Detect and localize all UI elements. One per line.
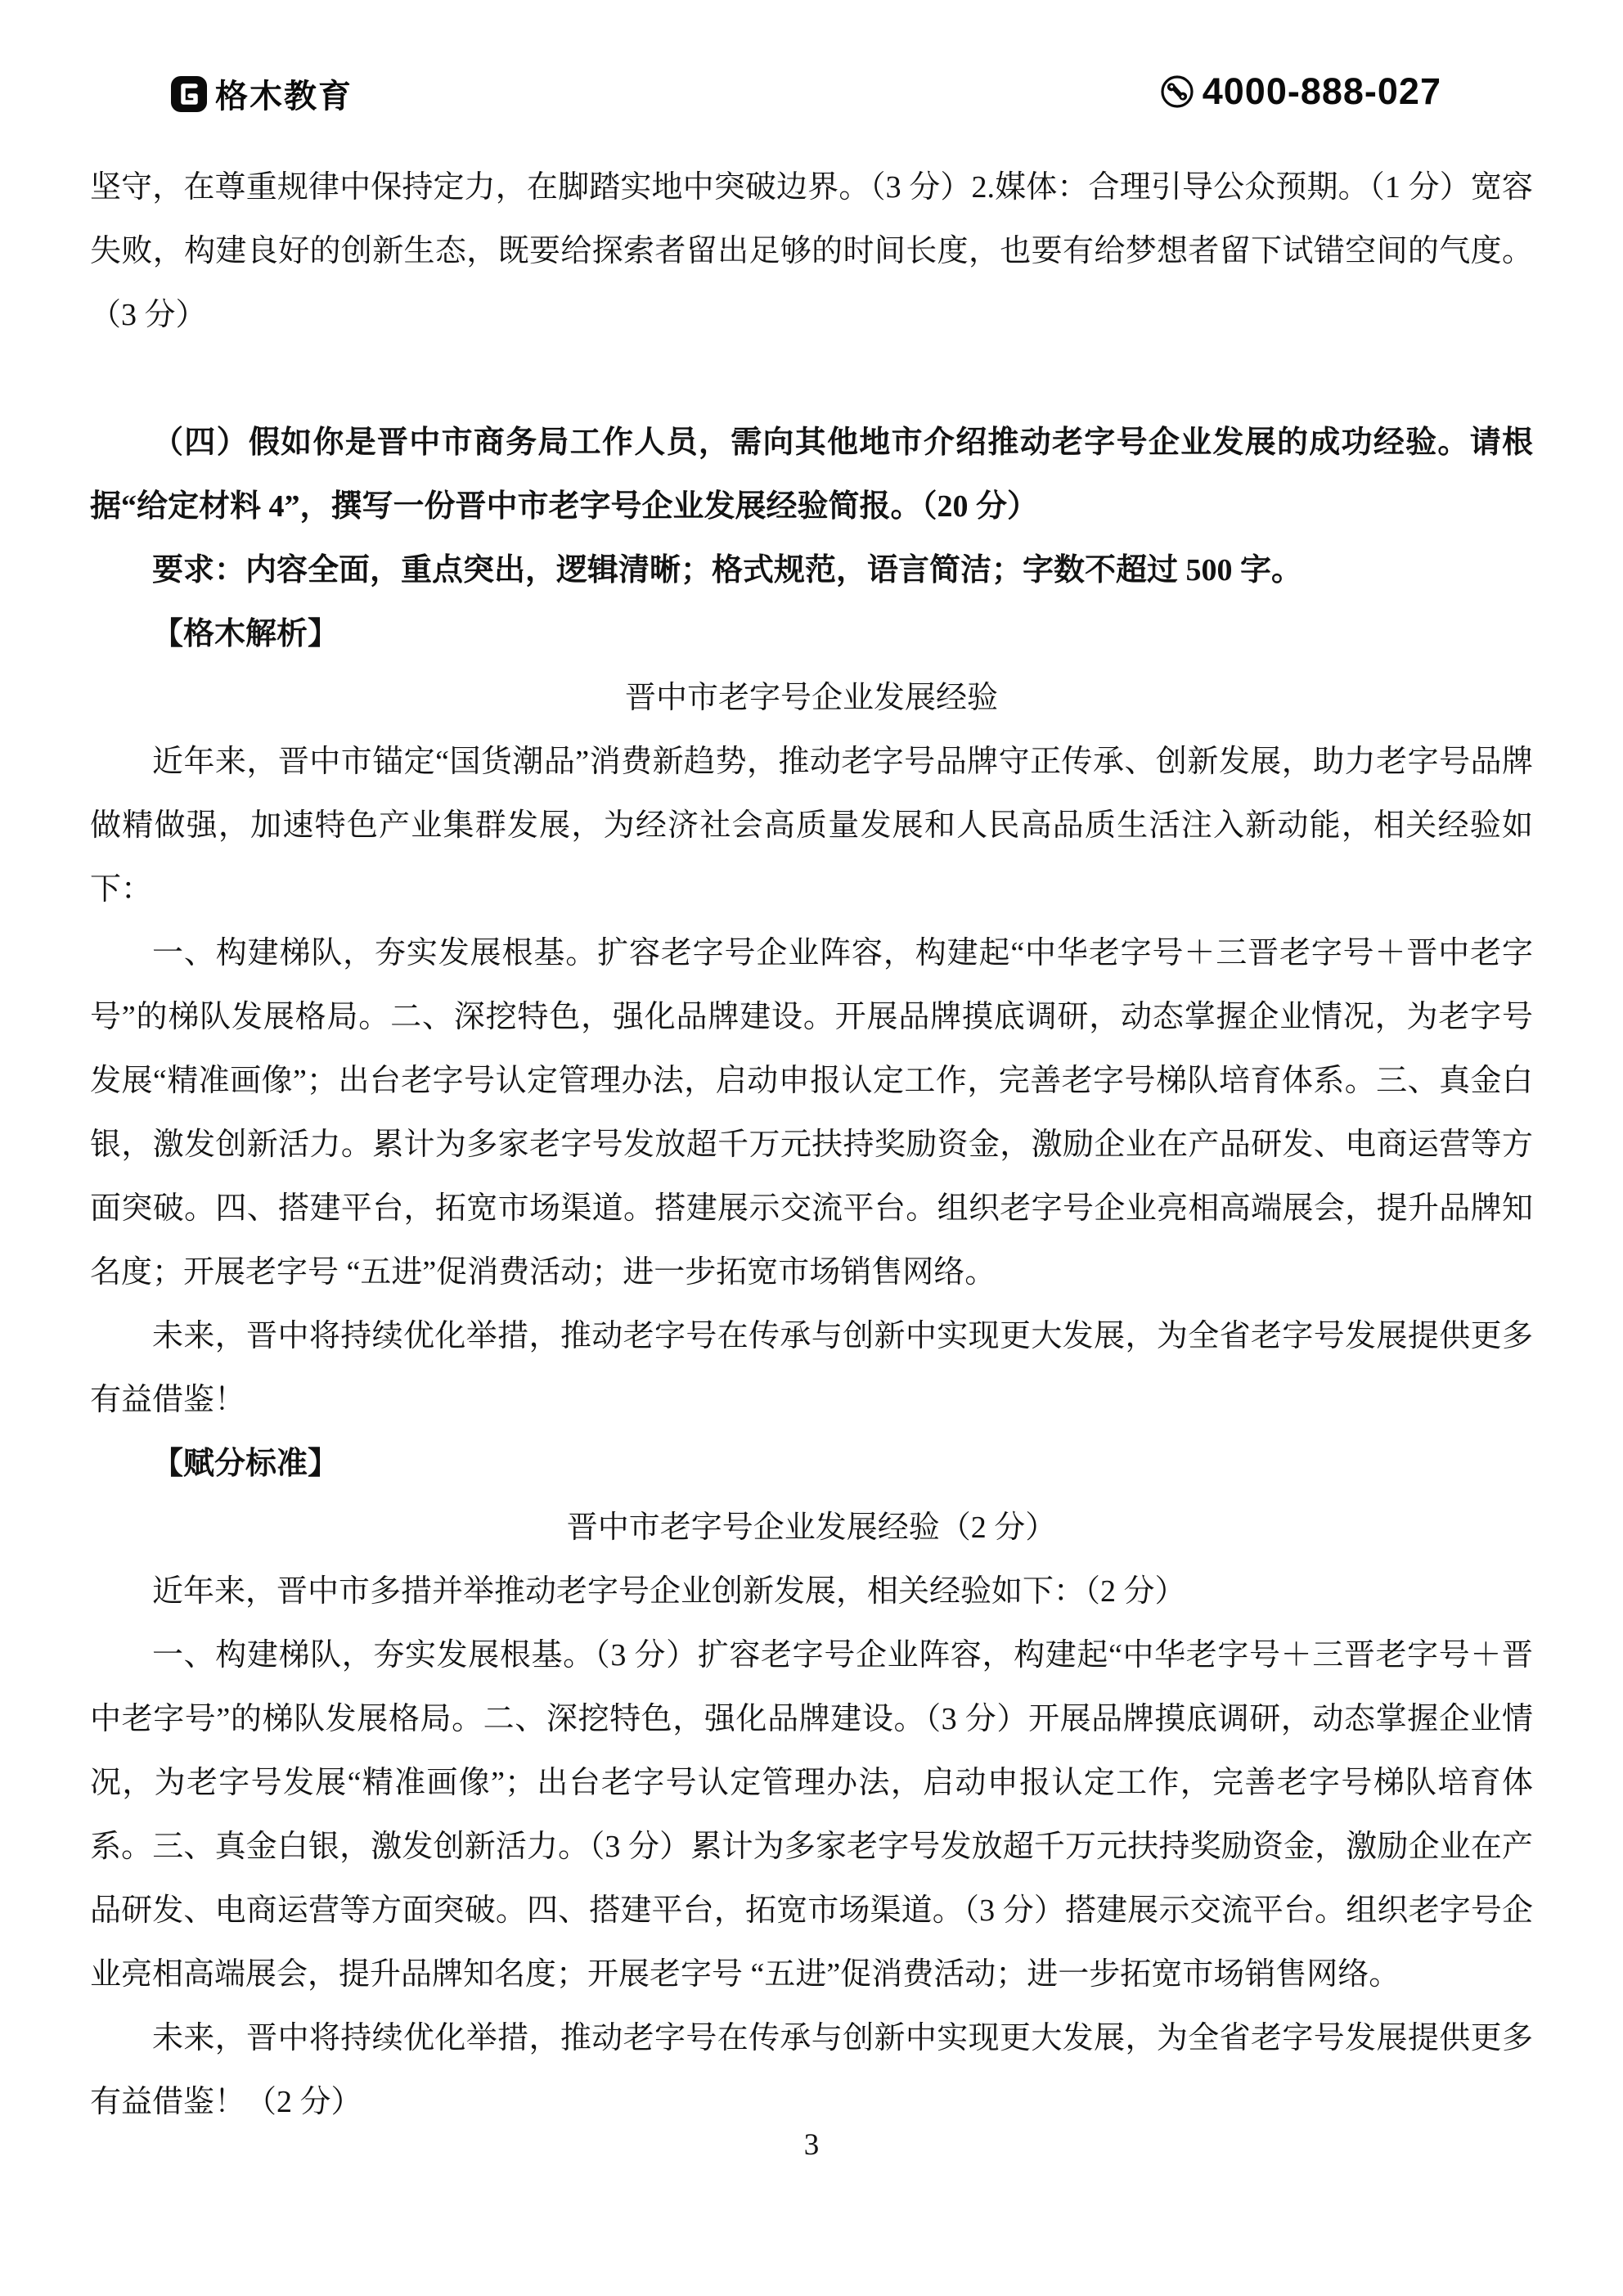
scoring-paragraph-measures: 一、构建梯队，夯实发展根基。（3 分）扩容老字号企业阵容，构建起“中华老字号＋三晋老字号＋晋中老字号”的梯队发展格局。二、深挖特色，强化品牌建设。（3 分）开展品牌摸底调研，动态掌握企业情况，为老字号发展“精准画像”；出台老字号认定管理办法，启动申报认定工作，完善老字号梯队培育体系。三、真金白银，激发创新活力。（3 分）累计为多家老字号发放超千万元扶持奖励资金，激励企业在产品研发、电商运营等方面突破。四、搭建平台，拓宽市场渠道。（3 分）搭建展示交流平台。组织老字号企业亮相高端展会，提升品牌知名度；开展老字号 “五进”促消费活动；进一步拓宽市场销售网络。 bbox=[90, 1638, 1533, 1992]
contact-phone bbox=[1160, 70, 1441, 113]
phone-icon bbox=[1160, 74, 1194, 109]
gemu-logo-icon bbox=[170, 75, 208, 113]
analysis-paragraph-intro: 近年来，晋中市锚定“国货潮品”消费新趋势，推动老字号品牌守正传承、创新发展，助力老字号品牌做精做强，加速特色产业集群发展，为经济社会高质量发展和人民高品质生活注入新动能，相关经验如下： bbox=[90, 745, 1533, 907]
scoring-section-label: 【赋分标准】 bbox=[152, 1447, 339, 1481]
scoring-paragraph-intro: 近年来，晋中市多措并举推动老字号企业创新发展，相关经验如下：（2 分） bbox=[152, 1574, 1186, 1609]
page-number: 3 bbox=[803, 2128, 820, 2162]
brand bbox=[170, 70, 353, 117]
analysis-paragraph-measures: 一、构建梯队，夯实发展根基。扩容老字号企业阵容，构建起“中华老字号＋三晋老字号＋晋中老字号”的梯队发展格局。二、深挖特色，强化品牌建设。开展品牌摸底调研，动态掌握企业情况，为老字号发展“精准画像”；出台老字号认定管理办法，启动申报认定工作，完善老字号梯队培育体系。三、真金白银，激发创新活力。累计为多家老字号发放超千万元扶持奖励资金，激励企业在产品研发、电商运营等方面突破。四、搭建平台，拓宽市场渠道。搭建展示交流平台。组织老字号企业亮相高端展会，提升品牌知名度；开展老字号 “五进”促消费活动；进一步拓宽市场销售网络。 bbox=[90, 936, 1533, 1290]
question-4-heading: （四）假如你是晋中市商务局工作人员，需向其他地市介绍推动老字号企业发展的成功经验。请根据“给定材料 4”，撰写一份晋中市老字号企业发展经验简报。（20 分） bbox=[90, 425, 1533, 524]
document-body bbox=[90, 155, 1533, 2134]
analysis-paragraph-outlook: 未来，晋中将持续优化举措，推动老字号在传承与创新中实现更大发展，为全省老字号发展提供更多有益借鉴！ bbox=[90, 1319, 1533, 1417]
analysis-briefing-title: 晋中市老字号企业发展经验 bbox=[624, 681, 998, 715]
question-4-requirements: 要求：内容全面，重点突出，逻辑清晰；格式规范，语言简洁；字数不超过 500 字。 bbox=[152, 553, 1303, 588]
analysis-section-label: 【格木解析】 bbox=[152, 617, 339, 651]
scoring-paragraph-outlook: 未来，晋中将持续优化举措，推动老字号在传承与创新中实现更大发展，为全省老字号发展提供更多有益借鉴！（2 分） bbox=[90, 2021, 1533, 2119]
phone-number: 4000-888-027 bbox=[1202, 70, 1441, 112]
scoring-briefing-title: 晋中市老字号企业发展经验（2 分） bbox=[566, 1510, 1057, 1545]
paragraph-continuation: 坚守，在尊重规律中保持定力，在脚踏实地中突破边界。（3 分）2.媒体：合理引导公众预期。（1 分）宽容失败，构建良好的创新生态，既要给探索者留出足够的时间长度，也要有给梦想者留下试错空间的气度。（3 分） bbox=[90, 170, 1533, 332]
brand-name: 格木教育 bbox=[215, 79, 353, 115]
